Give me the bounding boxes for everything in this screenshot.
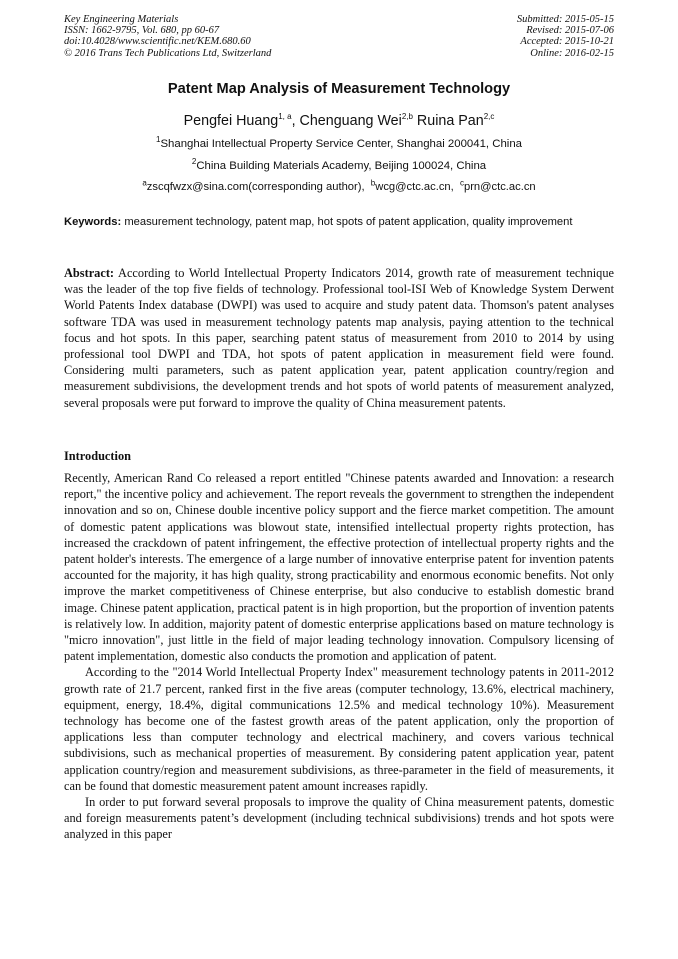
author-name: Ruina Pan: [416, 113, 484, 129]
author-separator: ,: [291, 113, 300, 129]
author-affiliation-mark: 1, a: [278, 112, 292, 122]
revised-date: Revised: 2015-07-06: [526, 25, 614, 37]
publication-dates: [517, 14, 614, 59]
doi-line: doi:10.4028/www.scientific.net/KEM.680.60: [64, 36, 251, 48]
online-date: Online: 2016-02-15: [530, 47, 614, 59]
author-affiliation-mark: 2,b: [401, 112, 413, 122]
author-name: Chenguang Wei: [299, 113, 402, 129]
introduction-section: [64, 470, 614, 843]
affiliation-text: Shanghai Intellectual Property Service Center, Shanghai 200041, China: [160, 138, 523, 150]
submitted-date: Submitted: 2015-05-15: [516, 14, 614, 25]
email-text: wcg@ctc.ac.cn,: [375, 181, 454, 193]
paper-title: Patent Map Analysis of Measurement Technology: [167, 81, 511, 97]
abstract-section: [64, 265, 614, 411]
abstract-text: According to World Intellectual Property Indicators 2014, growth rate of measurement technique was the leader of the top five fields of technology. Professional tool-ISI Web of Knowledge System Derwent World Patents Index database (DWPI) was used to acquire and study patent data. Thomson's patent analyses software TDA was used in measurement technology patents map analysis, paying attention to the technical focus and hot spots. In this paper, searching patent status of measurement from 2010 to 2014 by using professional tool DWPI and TDA, hot spots of patent application in measurement field were found. Considering multi parameters, such as patent application year, patent application country/region and measurement subdivisions, the development trends and hot spots of world patents of measurement analyzed, several proposals were put forward to improve the quality of China measurement patents.: [64, 266, 614, 410]
section-heading: Introduction: [64, 449, 131, 463]
keywords-section: [64, 215, 614, 230]
author-affiliation-mark: 2,c: [483, 112, 495, 122]
journal-name: Key Engineering Materials: [64, 14, 179, 25]
email-mark: c: [459, 178, 464, 188]
journal-info: [64, 14, 271, 59]
paragraph: In order to put forward several proposals to improve the quality of China measurement patents, domestic and foreign measurements patent’s development (including technical subdivisions) trends and hot spots were analyzed in this paper: [64, 795, 614, 842]
email-list: [0, 178, 678, 193]
email-text: zscqfwzx@sina.com(corresponding author),: [146, 181, 365, 193]
keywords-label: Keywords:: [64, 216, 122, 228]
affiliation-mark: 1: [155, 135, 161, 145]
accepted-date: Accepted: 2015-10-21: [520, 36, 614, 48]
paragraph: According to the "2014 World Intellectual Property Index" measurement technology patents in 2011-2012 growth rate of 21.7 percent, ranked first in the five areas (computer technology, 13.6%, electrical machinery, equipment, energy, 18.4%, digital communications 12.5% and medical technology 10%). Measurement technology has become one of the fastest growth areas of the patent application, only the proportion of applications less than computer technology and electrical machinery, and covers various technical subdivisions, such as mechanical properties of measurement. By considering patent application year, patent application country/region and measurement subdivisions, as three-parameter in the field of measurements, it can be found that domestic measurement patent amount increases rapidly.: [64, 665, 614, 793]
affiliation: [0, 135, 678, 150]
paragraph: Recently, American Rand Co released a report entitled "Chinese patents awarded and Innovation: a research report," the incentive policy and achievement. The report reveals the government to strengthen the independent innovation and so on, Chinese double incentive policy support and the fierce market competition. The amount of domestic patent applications was blowout state, intensified intellectual property rights protection, has increased the crackdown of patent infringement, the effective protection of intellectual property rights and the patent holder's interests. The emergence of a large number of innovative enterprise patent for invention patents accounted for the majority, it has high quality, strong practicability and enormous economic benefits. Not only improve the market competitiveness of Chinese enterprise, but also conducive to establish domestic brand image. Chinese patent application, practical patent is in high proportion, but the proportion of invention patents is relatively low. In addition, majority patent of domestic enterprise applications based on mature technology is "micro innovation", just little in the field of major leading technology innovation. Compulsory licensing of patent implementation, domestic also conducts the promotion and application of patent.: [64, 471, 614, 664]
affiliation-text: China Building Materials Academy, Beijing 100024, China: [196, 160, 487, 172]
email-mark: b: [370, 178, 376, 188]
author-list: [0, 113, 678, 129]
affiliation: [0, 157, 678, 172]
abstract-label: Abstract:: [64, 266, 115, 280]
copyright-line: © 2016 Trans Tech Publications Ltd, Switzerland: [64, 47, 272, 59]
email-text: prn@ctc.ac.cn: [463, 181, 536, 193]
keywords-text: measurement technology, patent map, hot spots of patent application, quality improvement: [124, 216, 573, 228]
author-name: Pengfei Huang: [183, 113, 279, 129]
affiliation-mark: 2: [191, 157, 197, 167]
issn-line: ISSN: 1662-9795, Vol. 680, pp 60-67: [64, 25, 220, 37]
email-mark: a: [142, 178, 147, 188]
